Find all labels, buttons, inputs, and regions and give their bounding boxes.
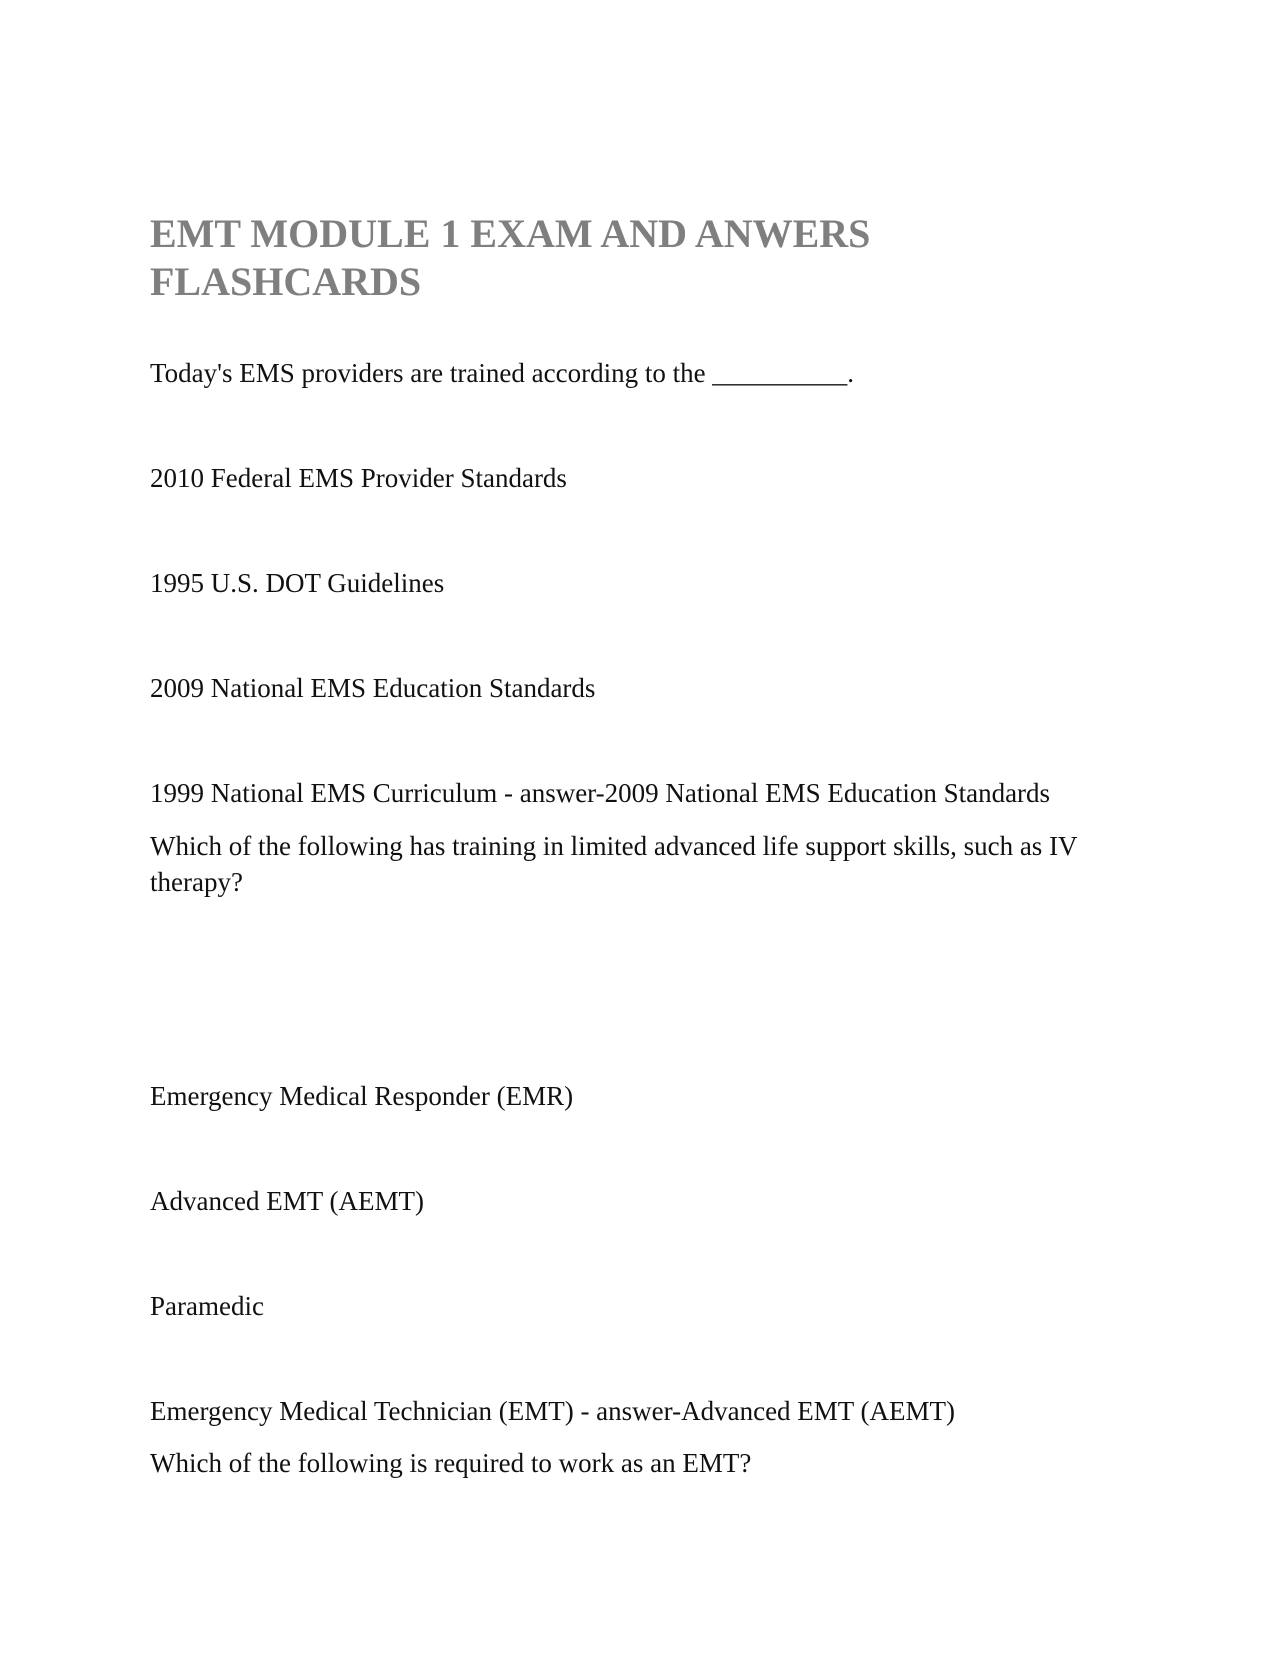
question-3: Which of the following is required to work as an EMT? bbox=[150, 1448, 752, 1478]
question-1-option-3: 2009 National EMS Education Standards bbox=[150, 673, 596, 703]
question-2: Which of the following has training in limited advanced life support skills, such as IV therapy? bbox=[150, 831, 1078, 897]
question-2-option-1: Emergency Medical Responder (EMR) bbox=[150, 1081, 574, 1111]
question-1: Today's EMS providers are trained according to the __________. bbox=[150, 358, 855, 388]
question-1-option-4-answer: 1999 National EMS Curriculum - answer-2009 National EMS Education Standards bbox=[150, 778, 1051, 808]
document-title: EMT MODULE 1 EXAM AND ANWERS FLASHCARDS bbox=[150, 211, 871, 304]
question-1-option-1: 2010 Federal EMS Provider Standards bbox=[150, 463, 567, 493]
question-1-option-2: 1995 U.S. DOT Guidelines bbox=[150, 568, 445, 598]
question-2-option-2: Advanced EMT (AEMT) bbox=[150, 1186, 424, 1216]
question-2-option-4-answer: Emergency Medical Technician (EMT) - answer-Advanced EMT (AEMT) bbox=[150, 1396, 956, 1426]
question-2-option-3: Paramedic bbox=[150, 1291, 264, 1321]
